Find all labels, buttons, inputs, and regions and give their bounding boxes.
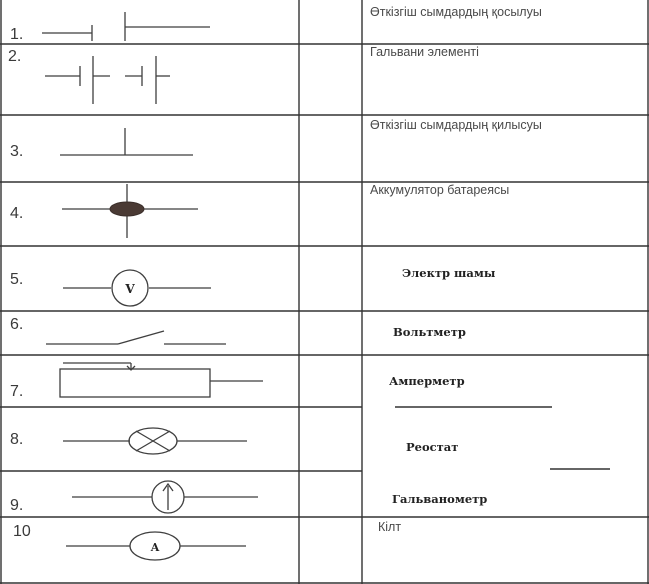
svg-text:A: A: [150, 541, 160, 554]
row-number: 5.: [10, 271, 24, 288]
component-name: Гальванометр: [392, 492, 488, 506]
galvanometer-icon: [60, 478, 265, 518]
component-name: Аккумулятор батареясы: [370, 183, 510, 197]
lamp-icon: [55, 420, 255, 464]
rheostat-icon: [55, 358, 270, 404]
row-number: 1.: [10, 26, 24, 43]
wire-tee-junction-icon: [50, 122, 210, 167]
row-number: 2.: [8, 48, 22, 65]
component-name: Реостат: [406, 440, 459, 454]
row-number: 4.: [10, 205, 24, 222]
voltmeter-icon: [55, 264, 225, 308]
wire-cross-dot-icon: [50, 182, 210, 242]
ammeter-icon: [58, 528, 258, 568]
row-number: 9.: [10, 497, 24, 514]
component-name: Өткізгіш сымдардың қосылуы: [370, 5, 542, 19]
wire-junction-gap-icon: [30, 5, 230, 45]
component-name: Өткізгіш сымдардың қилысуы: [370, 118, 542, 132]
component-name: Электр шамы: [402, 266, 496, 280]
galvanic-cell-battery-icon: [30, 50, 230, 110]
component-name: Амперметр: [389, 374, 465, 388]
component-name: Вольтметр: [393, 325, 466, 339]
component-name: Гальвани элементі: [370, 45, 479, 59]
row-number: 6.: [10, 316, 24, 333]
row-number: 10: [13, 523, 31, 540]
svg-text:V: V: [125, 282, 135, 296]
row-number: 8.: [10, 431, 24, 448]
component-name: Кілт: [378, 520, 402, 534]
row-number: 7.: [10, 383, 24, 400]
row-number: 3.: [10, 143, 24, 160]
switch-key-icon: [40, 322, 240, 352]
